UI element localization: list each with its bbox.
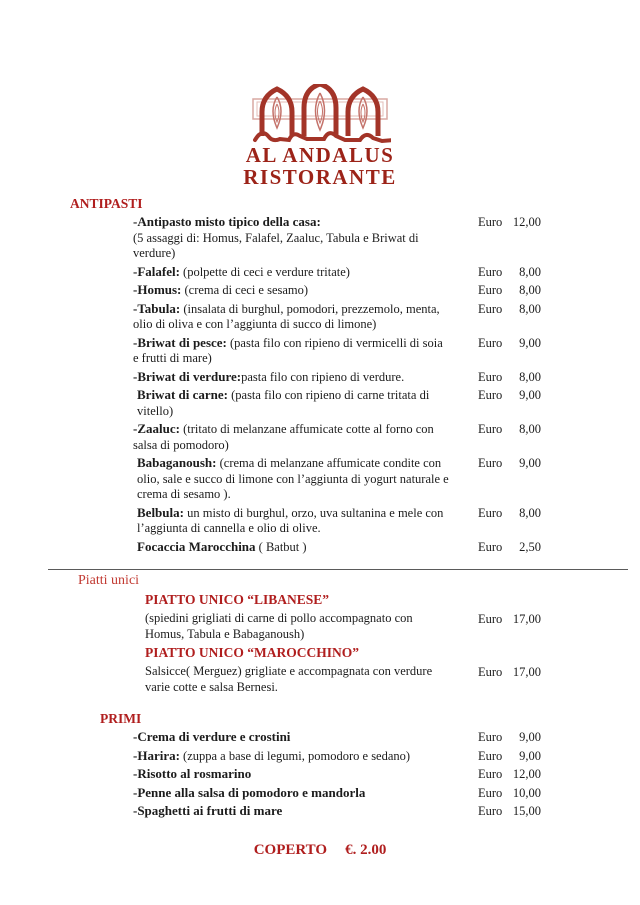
currency-label: Euro (478, 301, 503, 316)
menu-item (133, 455, 640, 503)
item-price: 8,00 (519, 369, 541, 384)
item-desc: (polpette di ceci e verdure tritate) (179, 264, 350, 279)
currency-label: Euro (478, 612, 503, 626)
item-desc: un misto di burghul, orzo, uva sultanina e mele con l’aggiunta di cannella e olio di olive. (137, 505, 444, 535)
item-desc: (tritato di melanzane affumicate cotte al forno con salsa di pomodoro) (133, 422, 434, 452)
restaurant-name-line1: AL ANDALUS (245, 143, 395, 167)
item-name: -Briwat di pesce: (133, 334, 227, 350)
menu-block (145, 664, 640, 695)
currency-label: Euro (478, 215, 503, 229)
item-price: 9,00 (519, 748, 541, 763)
block-title-libanese: PIATTO UNICO “LIBANESE” (145, 592, 330, 607)
item-price: 9,00 (519, 730, 541, 744)
menu-item (133, 539, 640, 556)
item-price: 15,00 (512, 804, 541, 818)
item-name: Belbula: (137, 504, 184, 520)
menu-item (133, 301, 640, 333)
item-price: 8,00 (519, 505, 541, 520)
item-name: -Zaaluc: (133, 421, 180, 436)
currency-label: Euro (478, 422, 503, 436)
block-desc: (spiedini grigliati di carne di pollo accompagnato con Homus, Tabula e Babaganoush) (145, 611, 413, 641)
item-price: 8,00 (519, 422, 541, 436)
item-name: -Risotto al rosmarino (133, 766, 252, 781)
section-divider (48, 569, 628, 570)
currency-label: Euro (478, 283, 503, 297)
block-desc: Salsicce( Merguez) grigliate e accompagnata con verdure varie cotte e salsa Bernesi. (145, 664, 433, 694)
item-name: Babaganoush: (137, 455, 217, 470)
menu-item (133, 369, 640, 386)
item-desc: ( Batbut ) (255, 539, 307, 554)
menu-item (133, 387, 640, 419)
currency-label: Euro (478, 388, 503, 402)
item-name: -Falafel: (133, 263, 180, 279)
logo-block (0, 0, 640, 188)
section-header-primi: PRIMI (100, 711, 142, 726)
item-name: -Homus: (133, 282, 182, 297)
currency-label: Euro (478, 505, 503, 520)
item-price: 17,00 (512, 665, 541, 679)
coperto-label: COPERTO (253, 841, 328, 858)
currency-label: Euro (478, 335, 503, 350)
item-name: -Tabula: (133, 300, 181, 316)
currency-label: Euro (478, 539, 503, 554)
item-desc: (5 assaggi di: Homus, Falafel, Zaaluc, Tabula e Briwat di verdure) (133, 230, 419, 260)
item-desc: (insalata di burghul, pomodori, prezzemolo, menta, olio di oliva e con l’aggiunta di succo di limone) (133, 301, 440, 331)
item-name: -Antipasto misto tipico della casa: (133, 214, 321, 229)
item-name: Focaccia Marocchina (137, 538, 256, 554)
item-price: 12,00 (512, 215, 541, 229)
item-price: 8,00 (519, 283, 541, 297)
item-desc: pasta filo con ripieno di verdure. (241, 369, 405, 384)
item-desc: (crema di ceci e sesamo) (181, 283, 309, 297)
menu-body (0, 196, 640, 859)
moorish-arches-logo-icon (249, 84, 391, 144)
currency-label: Euro (478, 785, 503, 800)
section-header-piatti-unici: Piatti unici (78, 573, 140, 588)
item-price: 9,00 (519, 388, 541, 402)
item-desc: (zuppa a base di legumi, pomodoro e sedano) (179, 748, 411, 763)
menu-item (133, 748, 640, 765)
item-name: Briwat di carne: (137, 387, 228, 402)
coperto-line (0, 842, 640, 859)
currency-label: Euro (478, 456, 503, 470)
item-price: 9,00 (519, 456, 541, 470)
menu-item (133, 335, 640, 367)
menu-item (133, 766, 640, 783)
item-price: 8,00 (519, 301, 541, 316)
restaurant-name-line2: RISTORANTE (243, 165, 397, 189)
item-desc: (pasta filo con ripieno di vermicelli di soia e frutti di mare) (133, 335, 443, 365)
currency-label: Euro (478, 369, 503, 384)
item-name: -Briwat di verdure: (133, 368, 242, 384)
item-desc: (pasta filo con ripieno di carne tritata di vitello) (137, 388, 430, 418)
item-price: 2,50 (519, 539, 541, 554)
menu-item (133, 214, 640, 262)
item-name: -Harira: (133, 747, 180, 763)
currency-label: Euro (478, 804, 503, 818)
menu-item (133, 785, 640, 802)
item-name: -Spaghetti ai frutti di mare (133, 803, 283, 818)
item-price: 12,00 (512, 767, 541, 781)
item-price: 9,00 (519, 335, 541, 350)
item-price: 17,00 (512, 612, 541, 626)
currency-label: Euro (478, 748, 503, 763)
menu-item (133, 282, 640, 299)
currency-label: Euro (478, 264, 503, 279)
menu-item (133, 803, 640, 820)
currency-label: Euro (478, 730, 503, 744)
item-price: 8,00 (519, 264, 541, 279)
item-name: -Crema di verdure e crostini (133, 729, 291, 744)
item-price: 10,00 (512, 785, 541, 800)
menu-item (133, 264, 640, 281)
currency-label: Euro (478, 767, 503, 781)
currency-label: Euro (478, 665, 503, 679)
block-title-marocchino: PIATTO UNICO “MAROCCHINO” (145, 645, 360, 660)
coperto-value: €. 2.00 (345, 841, 387, 858)
menu-block (145, 611, 640, 642)
item-name: -Penne alla salsa di pomodoro e mandorla (133, 784, 366, 800)
menu-item (133, 505, 640, 537)
item-desc: (crema di melanzane affumicate condite con olio, sale e succo di limone con l’aggiunta di yogurt naturale e crema di sesamo ). (137, 456, 449, 501)
menu-item (133, 421, 640, 453)
section-header-antipasti: ANTIPASTI (70, 196, 143, 211)
menu-item (133, 729, 640, 746)
